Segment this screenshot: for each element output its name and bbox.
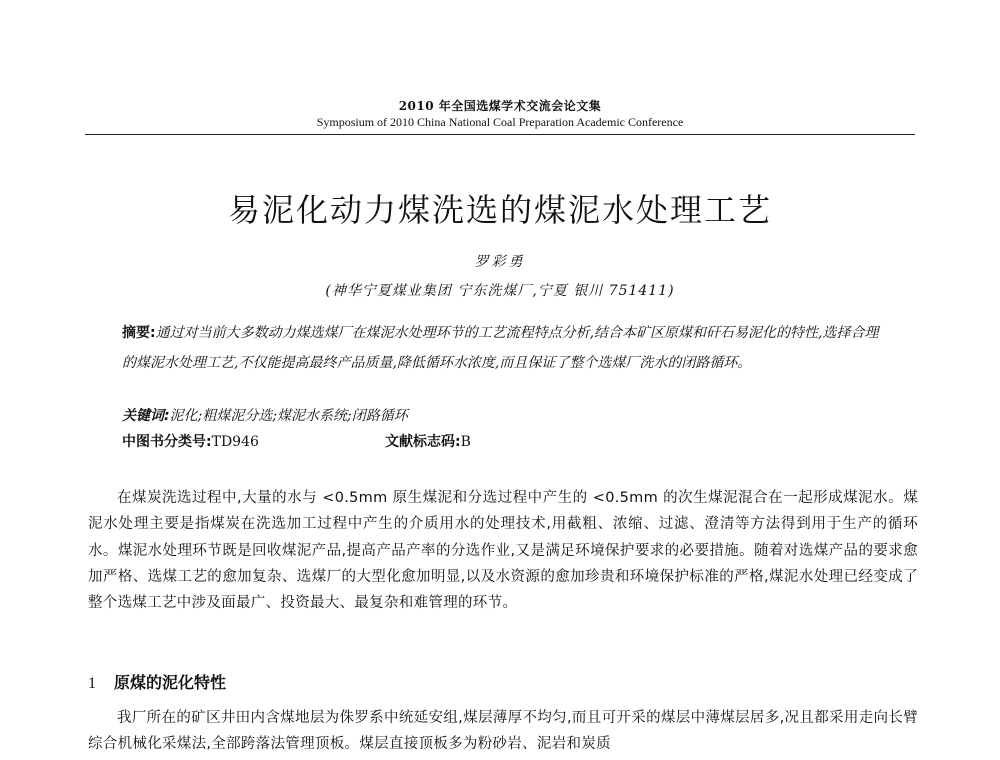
keywords-text: 泥化;粗煤泥分选;煤泥水系统;闭路循环 [169, 408, 408, 424]
section-heading-1 [88, 672, 226, 695]
author-name: 罗彩勇 [474, 254, 526, 270]
body-paragraph-1: 在煤炭洗选过程中,大量的水与 <0.5mm 原生煤泥和分选过程中产生的 <0.5mm 的次生煤泥混合在一起形成煤泥水。煤泥水处理主要是指煤炭在洗选加工过程中产生的介质用水的处理技术,用截粗、浓缩、过滤、澄清等方法得到用于生产的循环水。煤泥水处理环节既是回收煤泥产品,提高产品产率的分选作业,又是满足环境保护要求的必要措施。随着对选煤产品的要求愈加严格、选煤工艺的愈加复杂、选煤厂的大型化愈加明显,以及水资源的愈加珍贵和环境保护标准的严格,煤泥水处理已经变成了整个选煤工艺中涉及面最广、投资最大、最复杂和难管理的环节。 [88, 490, 918, 612]
clc-row [122, 430, 259, 454]
abstract-text: 通过对当前大多数动力煤选煤厂在煤泥水处理环节的工艺流程特点分析,结合本矿区原煤和矸石易泥化的特性,选择合理的煤泥水处理工艺,不仅能提高最终产品质量,降低循环水浓度,而且保证了整个选煤厂洗水的闭路循环。 [122, 325, 879, 371]
body-paragraph-2: 我厂所在的矿区井田内含煤地层为侏罗系中统延安组,煤层薄厚不均匀,而且可开采的煤层中薄煤层居多,况且都采用走向长臂综合机械化采煤法,全部跨落法管理顶板。煤层直接顶板多为粉砂岩、泥岩和炭质 [88, 710, 918, 753]
author-affiliation: (神华宁夏煤业集团 宁东洗煤厂,宁夏 银川 751411) [325, 283, 675, 299]
clc-label: 中图书分类号: [122, 434, 212, 450]
paper-title: 易泥化动力煤洗选的煤泥水处理工艺 [227, 191, 772, 229]
abstract-block [122, 318, 882, 378]
section-number: 1 [88, 675, 96, 692]
header-english: Symposium of 2010 China National Coal Preparation Academic Conference [316, 115, 684, 129]
running-header [80, 98, 920, 130]
section-title: 原煤的泥化特性 [114, 673, 227, 692]
clc-value: TD946 [211, 434, 259, 450]
abstract-label: 摘要: [122, 325, 156, 341]
document-code-label: 文献标志码: [385, 434, 461, 450]
keywords-row [122, 404, 408, 428]
document-code-value: B [460, 434, 471, 450]
header-rule [85, 134, 915, 135]
keywords-label: 关键词: [122, 408, 170, 424]
header-chinese: 2010 年全国选煤学术交流会论文集 [398, 99, 602, 113]
document-code-row [385, 430, 471, 454]
